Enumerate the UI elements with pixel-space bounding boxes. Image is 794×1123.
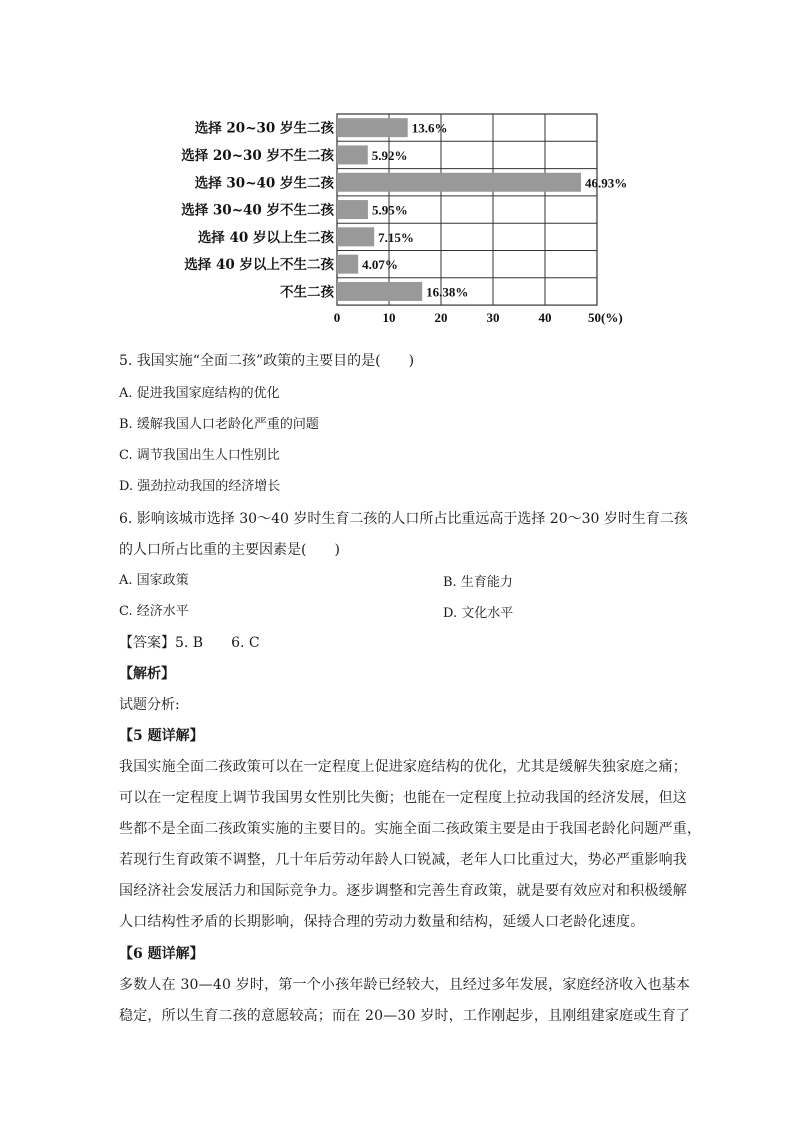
q6-detail-heading: 【6 题详解】 (119, 946, 204, 962)
chart-value-label: 13.6% (411, 120, 448, 136)
chart-category-label: 选择 40 岁以上生二孩 (197, 229, 334, 246)
chart-category-label: 选择 30~40 岁生二孩 (194, 175, 334, 192)
chart-category-label: 不生二孩 (280, 284, 334, 301)
chart-bar (337, 282, 422, 301)
analysis-heading: 【解析】 (119, 666, 175, 682)
q6-detail-line: 稳定，所以生育二孩的意愿较高；而在 20—30 岁时，工作刚起步，且刚组建家庭或生育了 (119, 1008, 691, 1024)
q6-detail-paragraph (119, 970, 691, 1032)
chart-category-labels (181, 120, 334, 301)
survey-bar-chart (150, 108, 640, 333)
chart-value-labels (362, 121, 627, 300)
chart-x-tick-label: 50(%) (588, 310, 623, 326)
q5-detail-line: 国经济社会发展活力和国际竞争力。逐步调整和完善生育政策，就是要有效应对和积极缓解 (119, 883, 687, 899)
q5-option-b: B. 缓解我国人口老龄化严重的问题 (119, 417, 319, 432)
q5-stem: 5. 我国实施“全面二孩”政策的主要目的是( ) (119, 353, 415, 369)
q6-stem-line2: 的人口所占比重的主要因素是( ) (119, 542, 340, 558)
q6-option-c: C. 经济水平 (119, 604, 189, 619)
chart-bar (337, 200, 368, 219)
chart-bar (337, 255, 358, 274)
q5-detail-line: 我国实施全面二孩政策可以在一定程度上促进家庭结构的优化，尤其是缓解失独家庭之痛； (119, 759, 687, 775)
q5-detail-line: 可以在一定程度上调节我国男女性别比失衡；也能在一定程度上拉动我国的经济发展，但这 (119, 790, 687, 806)
q6-option-d: D. 文化水平 (443, 606, 514, 621)
chart-category-label: 选择 20~30 岁生二孩 (194, 120, 334, 137)
chart-value-label: 7.15% (378, 229, 414, 245)
q5-detail-line: 若现行生育政策不调整，几十年后劳动年龄人口锐减，老年人口比重过大，势必严重影响我 (119, 852, 687, 868)
chart-x-tick-label: 30 (486, 310, 500, 326)
q6-stem-line1: 6. 影响该城市选择 30～40 岁时生育二孩的人口所占比重远高于选择 20～30 岁时生育二孩 (119, 511, 688, 527)
chart-category-label: 选择 20~30 岁不生二孩 (181, 147, 334, 164)
chart-x-tick-label: 0 (333, 310, 341, 326)
answer-line: 【答案】5. B 6. C (119, 635, 260, 651)
q5-detail-line: 些都不是全面二孩政策实施的主要目的。实施全面二孩政策主要是由于我国老龄化问题严重， (119, 821, 702, 837)
analysis-intro: 试题分析: (119, 697, 180, 713)
chart-value-label: 4.07% (362, 257, 398, 273)
q6-option-b: B. 生育能力 (443, 575, 513, 590)
chart-bar (337, 118, 408, 137)
chart-value-label: 46.93% (585, 175, 628, 191)
chart-category-label: 选择 30~40 岁不生二孩 (181, 202, 334, 219)
chart-x-ticks (334, 310, 623, 325)
q5-detail-line: 人口结构性矛盾的长期影响，保持合理的劳动力数量和结构，延缓人口老龄化速度。 (119, 914, 645, 930)
q5-option-c: C. 调节我国出生人口性别比 (119, 448, 280, 463)
q5-detail-paragraph (119, 752, 702, 938)
chart-value-label: 5.95% (371, 202, 408, 218)
q6-option-a: A. 国家政策 (119, 573, 189, 588)
q6-detail-line: 多数人在 30—40 岁时，第一个小孩年龄已经较大，且经过多年发展，家庭经济收入也基本 (119, 977, 691, 993)
chart-category-label: 选择 40 岁以上不生二孩 (184, 257, 334, 274)
chart-bar (337, 145, 368, 164)
chart-x-tick-label: 20 (434, 310, 448, 326)
chart-value-label: 5.92% (371, 147, 408, 163)
chart-bar (337, 173, 581, 192)
chart-bar (337, 227, 374, 246)
chart-value-label: 16.38% (426, 284, 469, 300)
q5-detail-heading: 【5 题详解】 (119, 728, 204, 744)
chart-x-tick-label: 10 (382, 310, 396, 326)
chart-x-tick-label: 40 (538, 310, 552, 326)
q5-option-d: D. 强劲拉动我国的经济增长 (119, 479, 281, 494)
q5-option-a: A. 促进我国家庭结构的优化 (119, 386, 280, 401)
